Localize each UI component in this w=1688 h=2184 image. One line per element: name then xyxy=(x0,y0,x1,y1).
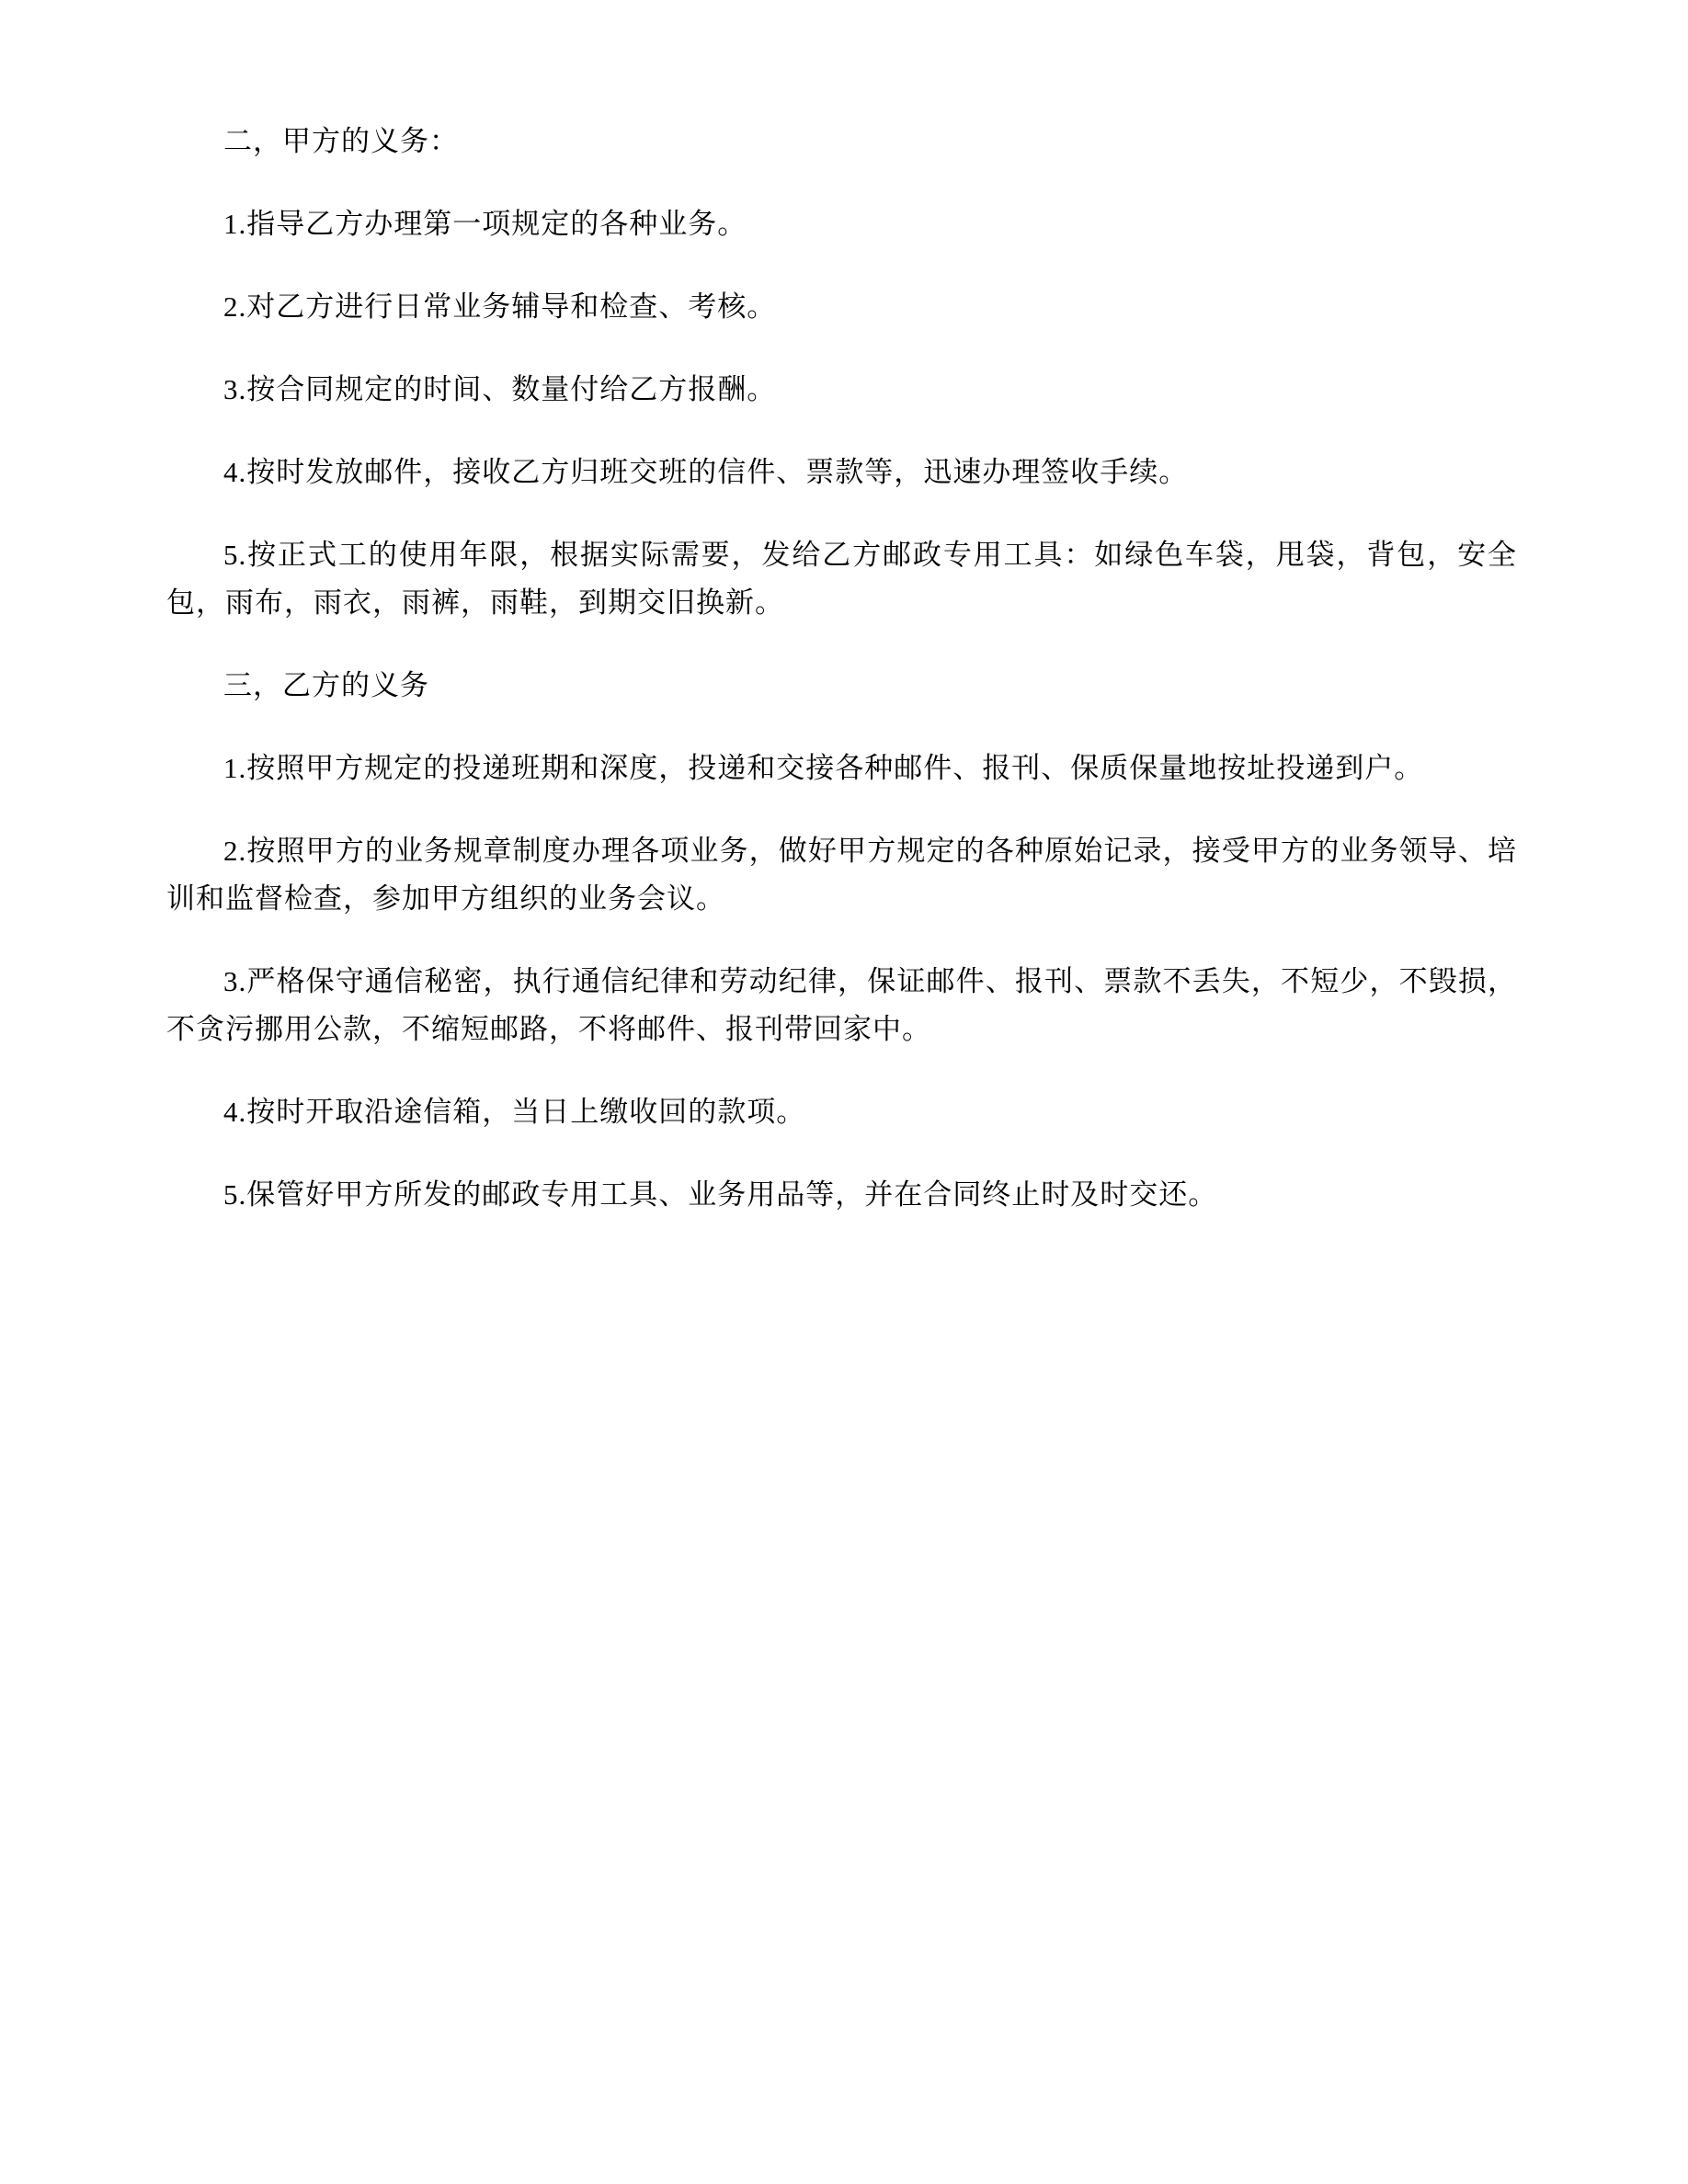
party-b-obligation-3: 3.严格保守通信秘密，执行通信纪律和劳动纪律，保证邮件、报刊、票款不丢失，不短少，不毁损，不贪污挪用公款，不缩短邮路，不将邮件、报刊带回家中。 xyxy=(166,965,1517,1045)
party-b-obligation-1: 1.按照甲方规定的投递班期和深度，投递和交接各种邮件、报刊、保质保量地按址投递到户。 xyxy=(223,752,1424,784)
party-b-obligation-2: 2.按照甲方的业务规章制度办理各项业务，做好甲方规定的各种原始记录，接受甲方的业务领导、培训和监督检查，参加甲方组织的业务会议。 xyxy=(166,835,1517,915)
section-heading-party-b-obligations: 三，乙方的义务 xyxy=(223,669,429,701)
party-a-obligation-3: 3.按合同规定的时间、数量付给乙方报酬。 xyxy=(223,373,777,405)
section-heading-party-a-obligations: 二，甲方的义务： xyxy=(223,125,459,157)
party-b-obligation-5: 5.保管好甲方所发的邮政专用工具、业务用品等，并在合同终止时及时交还。 xyxy=(223,1178,1218,1211)
party-a-obligation-1: 1.指导乙方办理第一项规定的各种业务。 xyxy=(223,208,747,240)
party-a-obligation-2: 2.对乙方进行日常业务辅导和检查、考核。 xyxy=(223,290,777,323)
party-a-obligation-5: 5.按正式工的使用年限，根据实际需要，发给乙方邮政专用工具：如绿色车袋，甩袋，背包，安全包，雨布，雨衣，雨裤，雨鞋，到期交旧换新。 xyxy=(166,539,1517,619)
contract-body xyxy=(166,118,1517,1219)
party-b-obligation-4: 4.按时开取沿途信箱，当日上缴收回的款项。 xyxy=(223,1096,806,1128)
party-a-obligation-4: 4.按时发放邮件，接收乙方归班交班的信件、票款等，迅速办理签收手续。 xyxy=(223,456,1189,488)
